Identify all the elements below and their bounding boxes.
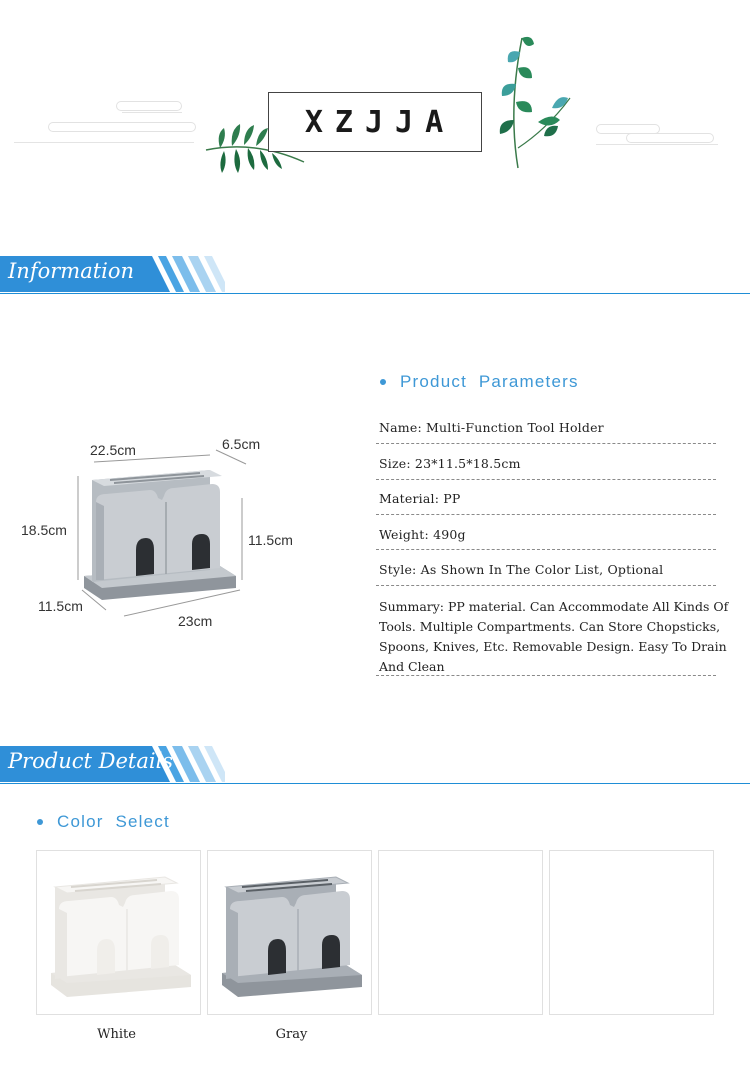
leaf-illustration [478, 28, 578, 178]
bullet-dot [37, 819, 43, 825]
color-option-gray[interactable] [207, 850, 372, 1015]
product-parameters-heading [380, 372, 579, 392]
color-label-gray: Gray [275, 1027, 308, 1042]
decorative-cloud [48, 122, 196, 132]
decorative-line [14, 142, 194, 143]
brand-name: XZJJA [304, 104, 456, 140]
dashed-divider [376, 443, 716, 444]
product-details-banner [0, 746, 225, 782]
color-label-white: White [97, 1027, 136, 1042]
color-option-empty [549, 850, 714, 1015]
dimension-height: 18.5cm [21, 522, 67, 538]
section-divider [0, 783, 750, 784]
dashed-divider [376, 514, 716, 515]
white-holder-image [37, 851, 201, 1015]
decorative-cloud [626, 133, 714, 143]
section-title-information: Information [8, 259, 135, 283]
decorative-line [596, 144, 718, 145]
section-title-details: Product Details [8, 749, 174, 773]
tool-holder-illustration [60, 440, 270, 630]
color-option-empty [378, 850, 543, 1015]
brand-logo-box [268, 92, 482, 152]
dimension-base-width: 23cm [178, 613, 213, 629]
decorative-cloud [596, 124, 660, 134]
decorative-line [122, 112, 182, 113]
param-weight: Weight: 490g [379, 527, 466, 542]
param-summary: Summary: PP material. Can Accommodate All Kinds Of Tools. Multiple Compartments. Can Store Chopsticks, Spoons, Knives, Etc. Removable Design. Easy To Drain And Clean [379, 599, 729, 674]
heading-text: Color Select [57, 812, 170, 831]
dashed-divider [376, 549, 716, 550]
dashed-divider [376, 585, 716, 586]
dashed-divider [376, 479, 716, 480]
dimension-top-depth: 6.5cm [222, 436, 261, 452]
bullet-dot [380, 379, 386, 385]
decorative-cloud [116, 101, 182, 111]
section-divider [0, 293, 750, 294]
param-size: Size: 23*11.5*18.5cm [379, 456, 521, 471]
param-style: Style: As Shown In The Color List, Optional [379, 562, 664, 577]
dashed-divider [376, 675, 716, 676]
gray-holder-image [208, 851, 372, 1015]
dimension-base-depth: 11.5cm [38, 598, 83, 614]
heading-text: Product Parameters [400, 372, 579, 391]
dimension-front-height: 11.5cm [248, 532, 293, 548]
color-select-heading [37, 812, 170, 832]
information-banner [0, 256, 225, 292]
param-material: Material: PP [379, 491, 461, 506]
color-option-white[interactable] [36, 850, 201, 1015]
dimension-top-width: 22.5cm [90, 442, 136, 458]
param-name: Name: Multi-Function Tool Holder [379, 420, 604, 435]
